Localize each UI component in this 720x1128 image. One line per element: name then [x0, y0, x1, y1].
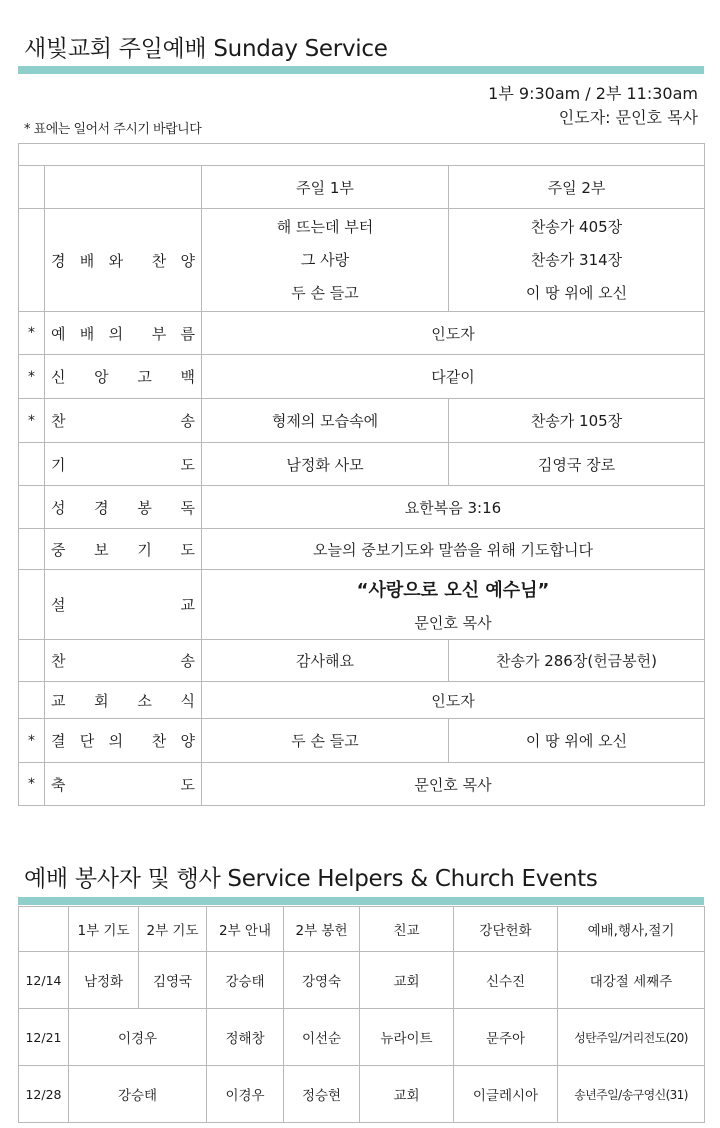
song-line: 이 땅 위에 오신: [525, 283, 628, 302]
row-call-to-worship: * 예 배 의 부 름 인도자: [19, 312, 705, 355]
decision-service-2: 이 땅 위에 오신: [449, 719, 705, 763]
table-header-row: [19, 166, 705, 209]
label-char: 소: [137, 691, 152, 710]
label-char: 의: [108, 324, 124, 343]
label-char: 송: [180, 412, 195, 430]
label-char: 기: [137, 540, 152, 559]
label-hymn-2: [45, 640, 202, 682]
col-events: 예배,행사,절기: [558, 907, 705, 952]
label-sermon: [45, 570, 202, 640]
header-service-2: 주일 2부: [449, 166, 705, 209]
news-value: 인도자: [202, 682, 705, 719]
row-hymn-1: * 찬 송 형제의 모습속에 찬송가 105장: [19, 399, 705, 443]
call-value: 인도자: [202, 312, 705, 355]
helpers-title: 예배 봉사자 및 행사 Service Helpers & Church Events: [24, 866, 598, 892]
title-accent-bar: [18, 66, 704, 74]
row-creed: * 신 앙 고 백 다같이: [19, 355, 705, 399]
label-char: 기: [51, 455, 66, 474]
prayer-service-2: 김영국 장로: [449, 443, 705, 486]
hymn2-service-2: 찬송가 286장(헌금봉헌): [449, 640, 705, 682]
label-char: 도: [180, 455, 195, 474]
scripture-value: 요한복음 3:16: [202, 486, 705, 529]
label-char: 회: [94, 691, 109, 710]
worship-songs-2: [449, 209, 705, 312]
row-hymn-2: [19, 640, 705, 682]
table-row: 12/14 남정화 김영국 강승태 강영숙 교회 신수진 대강절 세째주: [19, 952, 705, 1009]
song-line: 두 손 들고: [291, 283, 359, 302]
sermon-preacher: 문인호 목사: [414, 614, 492, 632]
label-decision: [45, 719, 202, 763]
col-prayer-1: 1부 기도: [69, 907, 139, 952]
label-prayer: [45, 443, 202, 486]
label-char: 교: [51, 691, 66, 710]
label-char: 고: [137, 368, 152, 386]
col-usher-2: 2부 안내: [207, 907, 284, 952]
row-prayer: [19, 443, 705, 486]
row-date: 12/21: [19, 1009, 69, 1066]
label-char: 봉: [137, 498, 152, 517]
label-intercession: [45, 529, 202, 570]
song-line: 그 사랑: [300, 250, 350, 269]
song-line: 찬송가 405장: [530, 217, 623, 236]
label-char: 름: [180, 324, 195, 343]
label-char: 양: [180, 251, 195, 270]
label-char: 찬: [151, 251, 167, 270]
label-char: 중: [51, 540, 66, 559]
label-char: 도: [180, 775, 195, 794]
label-hymn-1: [45, 399, 202, 443]
row-date: 12/28: [19, 1066, 69, 1123]
sermon-cell: [202, 570, 705, 640]
row-sermon: [19, 570, 705, 640]
label-scripture: [45, 486, 202, 529]
row-church-news: [19, 682, 705, 719]
label-char: 경: [51, 251, 66, 270]
label-call: [45, 312, 202, 355]
label-char: 송: [180, 652, 195, 670]
label-char: 의: [108, 732, 124, 750]
order-of-service-table: [18, 143, 705, 806]
sermon-title: “사랑으로 오신 예수님”: [356, 580, 550, 601]
label-char: 찬: [51, 652, 66, 670]
label-char: 보: [94, 540, 109, 559]
row-intercession: [19, 529, 705, 570]
row-decision-song: * 결 단 의 찬 양 두 손 들고 이 땅 위에 오신: [19, 719, 705, 763]
row-worship: [19, 209, 705, 312]
table-row: 12/21 이경우 정해창 이선순 뉴라이트 문주아 성탄주일/거리전도(20): [19, 1009, 705, 1066]
label-worship: [45, 209, 202, 312]
helpers-table: [18, 906, 705, 1123]
table-top-row: [19, 144, 705, 166]
label-char: 앙: [94, 368, 109, 386]
label-char: 와: [108, 251, 124, 270]
label-char: 신: [51, 368, 66, 386]
label-char: 단: [79, 732, 95, 750]
label-char: 결: [51, 732, 66, 750]
service-times: 1부 9:30am / 2부 11:30am: [488, 84, 698, 103]
label-char: 배: [79, 251, 95, 270]
song-line: 찬송가 314장: [530, 250, 623, 269]
song-line: 해 뜨는데 부터: [276, 217, 374, 236]
label-char: 설: [51, 596, 66, 614]
col-offering-2: 2부 봉헌: [284, 907, 360, 952]
hymn1-service-1: 형제의 모습속에: [202, 399, 449, 443]
label-char: 독: [180, 498, 195, 517]
row-benediction: * 축 도 문인호 목사: [19, 763, 705, 806]
label-char: 양: [180, 732, 195, 750]
label-char: 식: [180, 691, 195, 710]
label-char: 예: [51, 324, 66, 343]
label-char: 찬: [51, 412, 66, 430]
prayer-service-1: 남정화 사모: [202, 443, 449, 486]
col-flowers: 강단헌화: [454, 907, 558, 952]
label-char: 교: [180, 596, 195, 614]
label-char: 경: [94, 498, 109, 517]
label-char: 백: [180, 368, 195, 386]
standing-note: * 표에는 일어서 주시기 바랍니다: [24, 122, 202, 137]
label-benediction: [45, 763, 202, 806]
row-scripture: [19, 486, 705, 529]
row-date: 12/14: [19, 952, 69, 1009]
label-news: [45, 682, 202, 719]
decision-service-1: 두 손 들고: [202, 719, 449, 763]
label-char: 도: [180, 540, 195, 559]
worship-leader: 인도자: 문인호 목사: [558, 108, 698, 127]
label-char: 부: [151, 324, 167, 343]
hymn2-service-1: 감사해요: [202, 640, 449, 682]
label-char: 배: [79, 324, 95, 343]
helpers-header-row: [19, 907, 705, 952]
label-creed: [45, 355, 202, 399]
service-info: [488, 82, 698, 130]
table-row: 12/28 강승태 이경우 정승현 교회 이글레시아 송년주일/송구영신(31): [19, 1066, 705, 1123]
label-char: 축: [51, 775, 66, 794]
creed-value: 다같이: [202, 355, 705, 399]
hymn1-service-2: 찬송가 105장: [449, 399, 705, 443]
label-char: 찬: [151, 732, 167, 750]
col-fellowship: 친교: [360, 907, 454, 952]
benediction-value: 문인호 목사: [202, 763, 705, 806]
label-char: 성: [51, 498, 66, 517]
helpers-accent-bar: [18, 897, 704, 905]
header-service-1: 주일 1부: [202, 166, 449, 209]
worship-songs-1: [202, 209, 449, 312]
page-title: 새빛교회 주일예배 Sunday Service: [24, 36, 388, 62]
intercession-value: 오늘의 중보기도와 말씀을 위해 기도합니다: [202, 529, 705, 570]
col-prayer-2: 2부 기도: [139, 907, 207, 952]
